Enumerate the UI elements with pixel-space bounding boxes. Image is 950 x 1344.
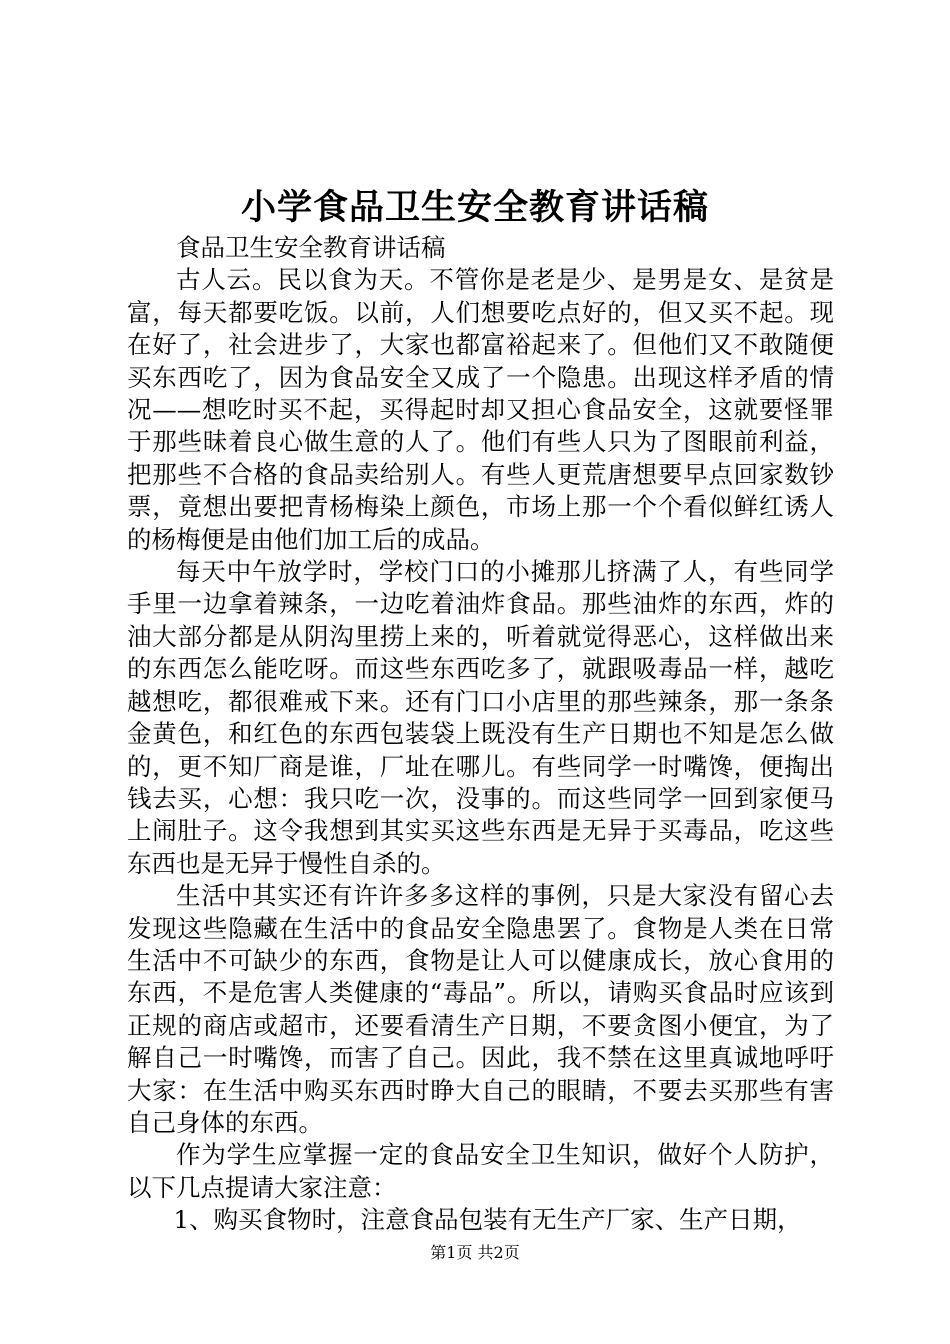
body-paragraph: 每天中午放学时，学校门口的小摊那儿挤满了人，有些同学手里一边拿着辣条，一边吃着油炸食品。那些油炸的东西，炸的油大部分都是从阴沟里捞上来的，听着就觉得恶心，这样做出来的东西怎么能吃呀。而这些东西吃多了，就跟吸毒品一样，越吃越想吃，都很难戒下来。还有门口小店里的那些辣条，那一条条金黄色，和红色的东西包装袋上既没有生产日期也不知是怎么做的，更不知厂商是谁，厂址在哪儿。有些同学一时嘴馋，便掏出钱去买，心想：我只吃一次，没事的。而这些同学一回到家便马上闹肚子。这令我想到其实买这些东西是无异于买毒品，吃这些东西也是无异于慢性自杀的。: [127, 557, 834, 878]
body-paragraph: 作为学生应掌握一定的食品安全卫生知识，做好个人防护，以下几点提请大家注意：: [127, 1140, 834, 1202]
subtitle-paragraph: 食品卫生安全教育讲话稿: [176, 233, 446, 262]
page-footer: 第1页 共2页: [430, 1243, 520, 1262]
body-paragraph: 生活中其实还有许许多多这样的事例，只是大家没有留心去发现这些隐藏在生活中的食品安全隐患罢了。食物是人类在日常生活中不可缺少的东西，食物是让人可以健康成长，放心食用的东西，不是危害人类健康的“毒品”。所以，请购买食品时应该到正规的商店或超市，还要看清生产日期，不要贪图小便宜，为了解自己一时嘴馋，而害了自己。因此，我不禁在这里真诚地呼吁大家：在生活中购买东西时睁大自己的眼睛，不要去买那些有害自己身体的东西。: [127, 881, 834, 1137]
document-title: 小学食品卫生安全教育讲话稿: [240, 187, 709, 228]
document-body: [127, 232, 834, 1237]
list-item-paragraph: 1、购买食物时，注意食品包装有无生产厂家、生产日期，: [173, 1205, 802, 1235]
body-paragraph: 古人云。民以食为天。不管你是老是少、是男是女、是贫是富，每天都要吃饭。以前，人们想要吃点好的，但又买不起。现在好了，社会进步了，大家也都富裕起来了。但他们又不敢随便买东西吃了，因为食品安全又成了一个隐患。出现这样矛盾的情况——想吃时买不起，买得起时却又担心食品安全，这就要怪罪于那些昧着良心做生意的人了。他们有些人只为了图眼前利益，把那些不合格的食品卖给别人。有些人更荒唐想要早点回家数钞票，竟想出要把青杨梅染上颜色，市场上那一个个看似鲜红诱人的杨梅便是由他们加工后的成品。: [127, 265, 834, 554]
